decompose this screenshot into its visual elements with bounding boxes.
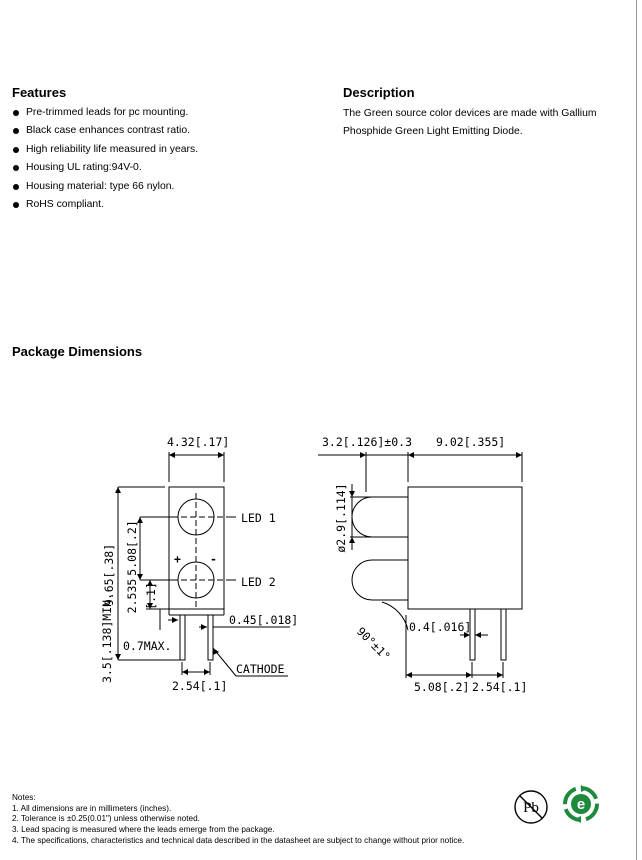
side-package-body: [408, 487, 522, 609]
lead-spacing-label: 2.54[.1]: [172, 679, 228, 693]
lead-offset-label: 5.08[.2]: [414, 680, 470, 694]
angle-label: 90°±1°: [353, 624, 394, 664]
note-line: 2. Tolerance is ±0.25(0.01") unless otherwise noted.: [12, 814, 200, 824]
front-width-label: 4.32[.17]: [167, 435, 230, 449]
notes-heading: Notes:: [12, 793, 36, 802]
lead-pitch-label: 2.54[.1]: [472, 680, 528, 694]
lead-thickness-label: 0.4[.016]: [409, 620, 472, 634]
standoff-label: 0.7MAX.: [123, 639, 172, 653]
package-dimensions-drawing: [0, 400, 642, 700]
features-heading: Features: [12, 85, 67, 100]
side-lens-lower: [352, 560, 408, 600]
lower-led-label: 2.535: [125, 578, 139, 614]
feature-item: RoHS compliant.: [12, 198, 198, 216]
led-2-label: LED 2: [241, 575, 276, 589]
lower-led-inch-label: [.1]: [144, 582, 158, 610]
front-lead-right: [208, 615, 213, 660]
cathode-label: CATHODE: [236, 662, 285, 676]
pb-free-text: Pb: [523, 800, 539, 816]
features-list: [12, 106, 198, 216]
front-lead-left: [180, 615, 185, 660]
description-heading: Description: [343, 85, 415, 100]
lead-width-label: 0.45[.018]: [229, 613, 299, 627]
eco-text: e: [576, 796, 586, 813]
feature-item: Housing UL rating:94V-0.: [12, 161, 198, 179]
angle-arc: [382, 602, 408, 630]
lead-length-label: 3.5[.138]MIN.: [100, 592, 114, 684]
feature-item: Housing material: type 66 nylon.: [12, 180, 198, 198]
feature-item: Black case enhances contrast ratio.: [12, 124, 198, 142]
lens-diameter-label: ø2.9[.114]: [334, 483, 348, 553]
note-line: 1. All dimensions are in millimeters (inches).: [12, 803, 172, 813]
front-height-label: 9.65[.38]: [102, 543, 116, 607]
feature-item: High reliability life measured in years.: [12, 143, 198, 161]
feature-item: Pre-trimmed leads for pc mounting.: [12, 106, 198, 124]
side-lead-left: [470, 609, 475, 660]
led-spacing-label: 5.08[.2]: [125, 520, 139, 576]
note-line: 4. The specifications, characteristics and technical data described in the datasheet are subject to change without prior notice.: [12, 835, 465, 845]
lens-length-label: 3.2[.126]±0.3: [322, 435, 413, 449]
side-lead-right: [501, 609, 506, 660]
pb-free-icon: [512, 788, 550, 826]
note-line: 3. Lead spacing is measured where the leads emerge from the package.: [12, 825, 275, 835]
plus-mark: +: [174, 552, 181, 566]
minus-mark: -: [210, 552, 217, 566]
package-dimensions-heading: Package Dimensions: [12, 344, 143, 359]
description-text: The Green source color devices are made with Gallium Phosphide Green Light Emitting Diode.: [343, 108, 597, 138]
side-lens-upper: [352, 497, 408, 537]
notes-block: [12, 793, 464, 847]
body-length-label: 9.02[.355]: [436, 435, 506, 449]
eco-rohs-icon: [560, 783, 602, 825]
led-1-label: LED 1: [241, 511, 276, 525]
